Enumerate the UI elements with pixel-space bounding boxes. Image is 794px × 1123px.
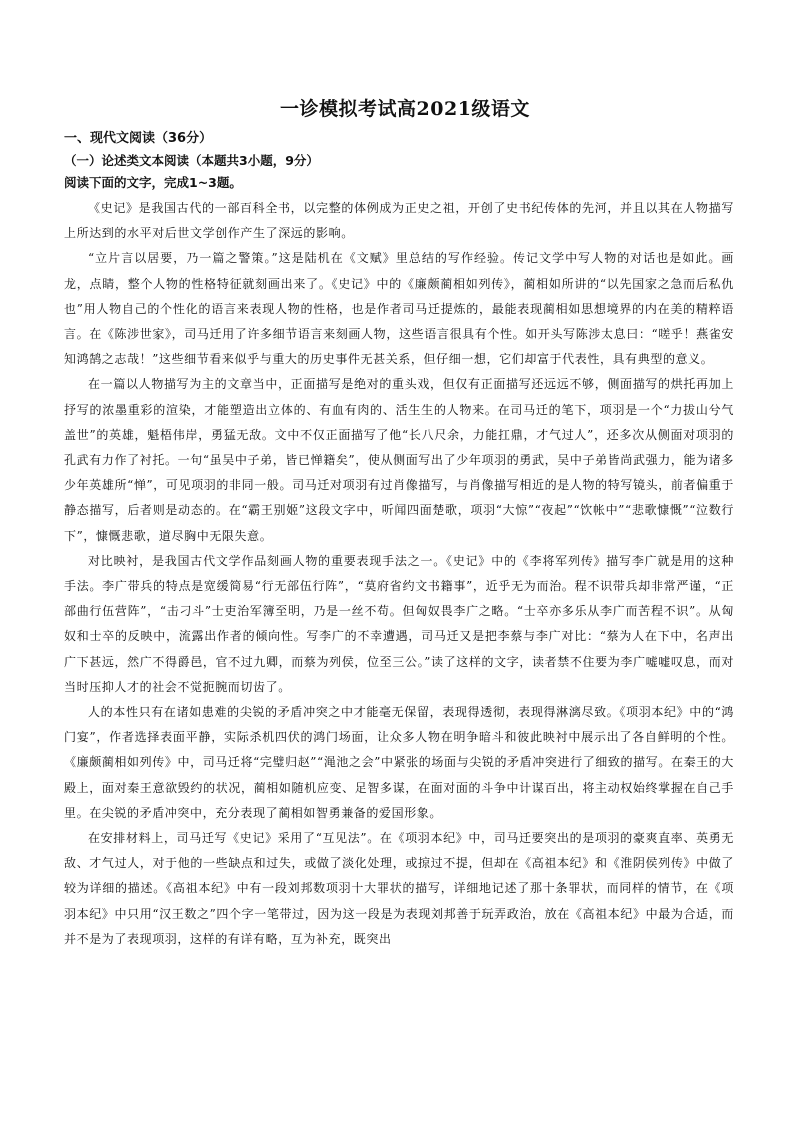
subsection-heading: （一）论述类文本阅读（本题共3小题，9分） bbox=[64, 153, 319, 168]
passage-paragraph-5: 人的本性只有在诸如患难的尖锐的矛盾冲突之中才能毫无保留，表现得透彻，表现得淋漓尽致。《项羽本纪》中的“鸿门宴”，作者选择表面平静，实际杀机四伏的鸿门场面，让众多人物在明争暗斗和彼此映衬中展示出了各自鲜明的个性。《廉颇蔺相如列传》中，司马迁将“完璧归赵”“渑池之会”中紧张的场面与尖锐的矛盾冲突进行了细致的描写。在秦王的大殿上，面对秦王意欲毁约的状况，蔺相如随机应变、足智多谋，在面对面的斗争中计谋百出，将主动权始终掌握在自己手里。在尖锐的矛盾冲突中，充分表现了蔺相如智勇兼备的爱国形象。 bbox=[64, 705, 734, 820]
passage-body bbox=[64, 196, 734, 952]
passage-paragraph-3: 在一篇以人物描写为主的文章当中，正面描写是绝对的重头戏，但仅有正面描写还远远不够，侧面描写的烘托再加上抒写的浓墨重彩的渲染，才能塑造出立体的、有血有肉的、活生生的人物来。在司马迁的笔下，项羽是一个“力拔山兮气盖世”的英雄，魁梧伟岸，勇猛无敌。文中不仅正面描写了他“长八尺余，力能扛鼎，才气过人”，还多次从侧面对项羽的孔武有力作了衬托。一句“虽吴中子弟，皆已惮籍矣”，使从侧面写出了少年项羽的勇武，吴中子弟皆尚武强力，能为诸多少年英雄所“惮”，可见项羽的非同一般。司马迁对项羽有过肖像描写，与肖像描写相近的是人物的特写镜头，前者偏重于静态描写，后者则是动态的。在“霸王别姬”这段文字中，听闻四面楚歌，项羽“大惊”“夜起”“饮帐中”“悲歌慷慨”“泣数行下”，慷慨悲歌，道尽胸中无限失意。 bbox=[64, 377, 734, 543]
section-heading: 一、现代文阅读（36分） bbox=[64, 131, 213, 146]
document-title: 一诊模拟考试高2021级语文 bbox=[280, 98, 530, 120]
passage-paragraph-6: 在安排材料上，司马迁写《史记》采用了“互见法”。在《项羽本纪》中，司马迁要突出的是项羽的豪爽直率、英勇无敌、才气过人，对于他的一些缺点和过失，或做了淡化处理，或掠过不提，但却在《高祖本纪》和《淮阴侯列传》中做了较为详细的描述。《高祖本纪》中有一段刘邦数项羽十大罪状的描写，详细地记述了那十条罪状，而同样的情节，在《项羽本纪》中只用“汉王数之”四个字一笔带过，因为这一段是为表现刘邦善于玩弄政治，放在《高祖本纪》中最为合适，而并不是为了表现项羽，这样的有详有略，互为补充，既突出 bbox=[64, 831, 734, 946]
passage-paragraph-1: 《史记》是我国古代的一部百科全书，以完整的体例成为正史之祖，开创了史书纪传体的先河，并且以其在人物描写上所达到的水平对后世文学创作产生了深远的影响。 bbox=[64, 201, 734, 241]
passage-paragraph-2: “立片言以居要，乃一篇之警策。”这是陆机在《文赋》里总结的写作经验。传记文学中写人物的对话也是如此。画龙，点睛，整个人物的性格特征就刻画出来了。《史记》中的《廉颇蔺相如列传》，蔺相如所讲的“以先国家之急而后私仇也”用人物自己的个性化的语言来表现人物的性格，也是作者司马迁提炼的，最能表现蔺相如思想境界的内在美的精粹语言。在《陈涉世家》，司马迁用了许多细节语言来刻画人物，这些语言很具有个性。如开头写陈涉太息曰：“嗟乎！燕雀安知鸿鹄之志哉！”这些细节看来似乎与重大的历史事件无甚关系，但仔细一想，它们却富于代表性，具有典型的意义。 bbox=[64, 251, 734, 367]
passage-paragraph-4: 对比映衬，是我国古代文学作品刻画人物的重要表现手法之一。《史记》中的《李将军列传》描写李广就是用的这种手法。李广带兵的特点是宽缓简易“行无部伍行阵”，“莫府省约文书籍事”，近乎无为而治。程不识带兵却非常严谨，“正部曲行伍营阵”，“击刁斗”士吏治军簿至明，乃是一丝不苟。但匈奴畏李广之略。“士卒亦多乐从李广而苦程不识”。从匈奴和士卒的反映中，流露出作者的倾向性。写李广的不幸遭遇，司马迁又是把李蔡与李广对比：“蔡为人在下中，名声出广下甚远，然广不得爵邑，官不过九卿，而蔡为列侯，位至三公。”读了这样的文字，读者禁不住要为李广嘘嘘叹息，而对当时压抑人才的社会不觉扼腕而切齿了。 bbox=[64, 553, 734, 694]
reading-instruction: 阅读下面的文字，完成1~3题。 bbox=[64, 175, 242, 190]
